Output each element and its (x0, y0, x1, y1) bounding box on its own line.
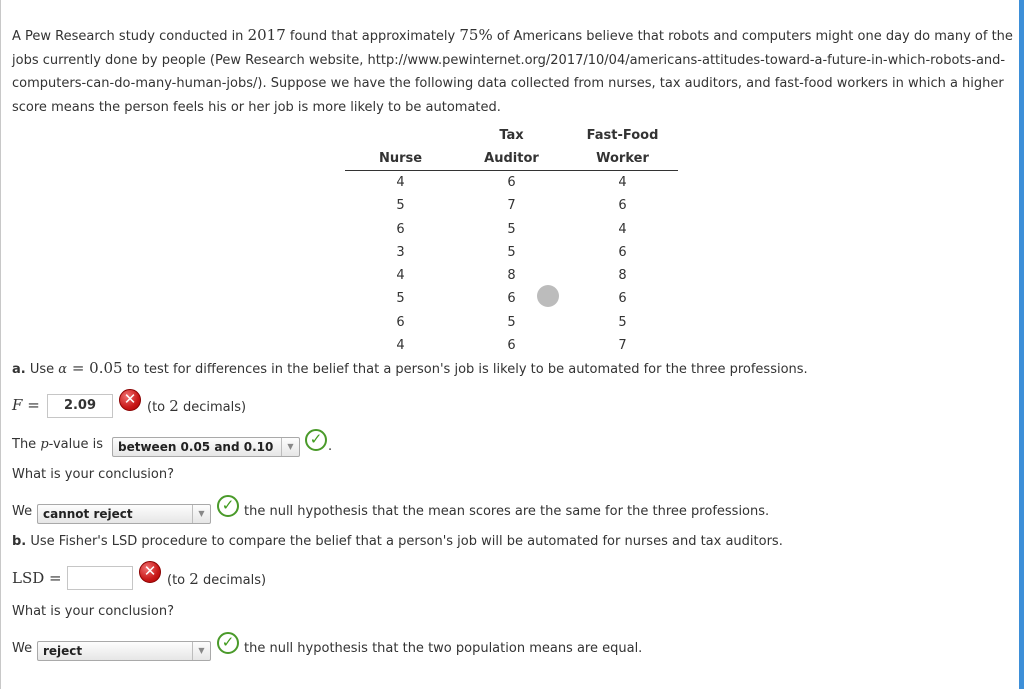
header-top-fast-food: Fast-Food (586, 128, 659, 143)
data-table-body (345, 171, 678, 358)
table-row (345, 241, 678, 264)
table-cell: 4 (396, 338, 405, 354)
lsd-value-input[interactable] (67, 566, 133, 590)
conclusion-b-select[interactable] (37, 641, 211, 661)
header-top-nurse (345, 124, 456, 147)
correct-icon: ✓ (305, 429, 327, 451)
table-cell: 3 (396, 244, 405, 260)
conclusion-question-b: What is your conclusion? (12, 604, 174, 619)
conclusion-a-text: the null hypothesis that the mean scores are the same for the three professions. (244, 504, 770, 519)
data-table (345, 124, 678, 357)
pvalue-label: The p-value is (12, 437, 104, 452)
incorrect-icon: ✕ (139, 561, 161, 583)
table-cell: 5 (507, 314, 516, 330)
table-row (345, 287, 678, 310)
table-cell: 5 (396, 291, 405, 307)
pvalue-period: . (328, 439, 333, 454)
table-cell: 5 (507, 244, 516, 260)
intro-text-1: A Pew Research study conducted in (12, 29, 248, 44)
lsd-hint: (to 2 decimals) (167, 570, 267, 588)
table-cell: 5 (507, 221, 516, 237)
pvalue-select[interactable] (112, 437, 300, 457)
table-cell: 7 (507, 198, 516, 214)
part-b-instructions: b. Use Fisher's LSD procedure to compare the belief that a person's job will be automated for nurses and tax auditors. (12, 534, 783, 549)
header-fast-food-worker: Worker (567, 147, 678, 171)
right-accent-bar (1019, 0, 1024, 689)
conclusion-a-select-value: cannot reject (43, 507, 133, 521)
chevron-down-icon[interactable]: ▼ (192, 642, 210, 660)
table-cell: 4 (618, 221, 627, 237)
table-cell: 5 (618, 314, 627, 330)
correct-icon: ✓ (217, 632, 239, 654)
table-cell: 6 (507, 338, 516, 354)
f-hint: (to 2 decimals) (147, 397, 247, 415)
table-cell: 5 (396, 198, 405, 214)
intro-year: 2017 (247, 26, 286, 44)
table-row (345, 334, 678, 357)
table-cell: 6 (618, 198, 627, 214)
f-value-input[interactable]: 2.09 (47, 394, 113, 418)
table-cell: 7 (618, 338, 627, 354)
table-cell: 4 (618, 175, 627, 190)
incorrect-icon: ✕ (119, 389, 141, 411)
problem-statement (12, 24, 1016, 119)
header-tax-auditor: Auditor (456, 147, 567, 171)
chevron-down-icon[interactable]: ▼ (281, 438, 299, 456)
table-cell: 6 (396, 221, 405, 237)
conclusion-b-select-value: reject (43, 644, 83, 658)
table-cell: 6 (507, 175, 516, 190)
lsd-label: LSD = (12, 569, 62, 587)
table-cell: 6 (618, 244, 627, 260)
table-cell: 8 (618, 268, 627, 284)
part-a-instructions: a. Use α = 0.05 to test for differences in the belief that a person's job is likely to be automated for the three professions. (12, 359, 808, 377)
f-label: F = (12, 396, 40, 414)
table-cell: 6 (507, 291, 516, 307)
we-label-a: We (12, 504, 33, 519)
table-row (345, 218, 678, 241)
header-nurse: Nurse (345, 147, 456, 171)
conclusion-b-text: the null hypothesis that the two population means are equal. (244, 641, 643, 656)
table-cell: 8 (507, 268, 516, 284)
table-cell: 6 (618, 291, 627, 307)
correct-icon: ✓ (217, 495, 239, 517)
table-cell: 6 (396, 314, 405, 330)
cursor-indicator (537, 285, 559, 307)
table-row (345, 194, 678, 217)
chevron-down-icon[interactable]: ▼ (192, 505, 210, 523)
conclusion-a-select[interactable] (37, 504, 211, 524)
conclusion-question-a: What is your conclusion? (12, 467, 174, 482)
intro-percent: 75% (459, 26, 493, 44)
table-cell: 4 (396, 268, 405, 284)
intro-text-2: found that approximately (285, 29, 460, 44)
table-cell: 4 (396, 175, 405, 190)
we-label-b: We (12, 641, 33, 656)
table-row (345, 171, 678, 195)
intro-text-3: of Americans believe that robots and computers might one day do many of the jobs currently done by people (Pew Research website, http://www.pewinternet.org/2017/10/04/americans-attitudes-toward-a-future-in-which-robots-and-computers-can-do-many-human-jobs/). Suppose we have the following data collected from nurses, tax auditors, and fast-food workers in which a higher score means the person feels his or her job is more likely to be automated. (12, 29, 1013, 115)
table-row (345, 264, 678, 287)
header-top-tax-auditor: Tax (499, 128, 524, 143)
pvalue-select-value: between 0.05 and 0.10 (118, 440, 274, 454)
table-row (345, 311, 678, 334)
